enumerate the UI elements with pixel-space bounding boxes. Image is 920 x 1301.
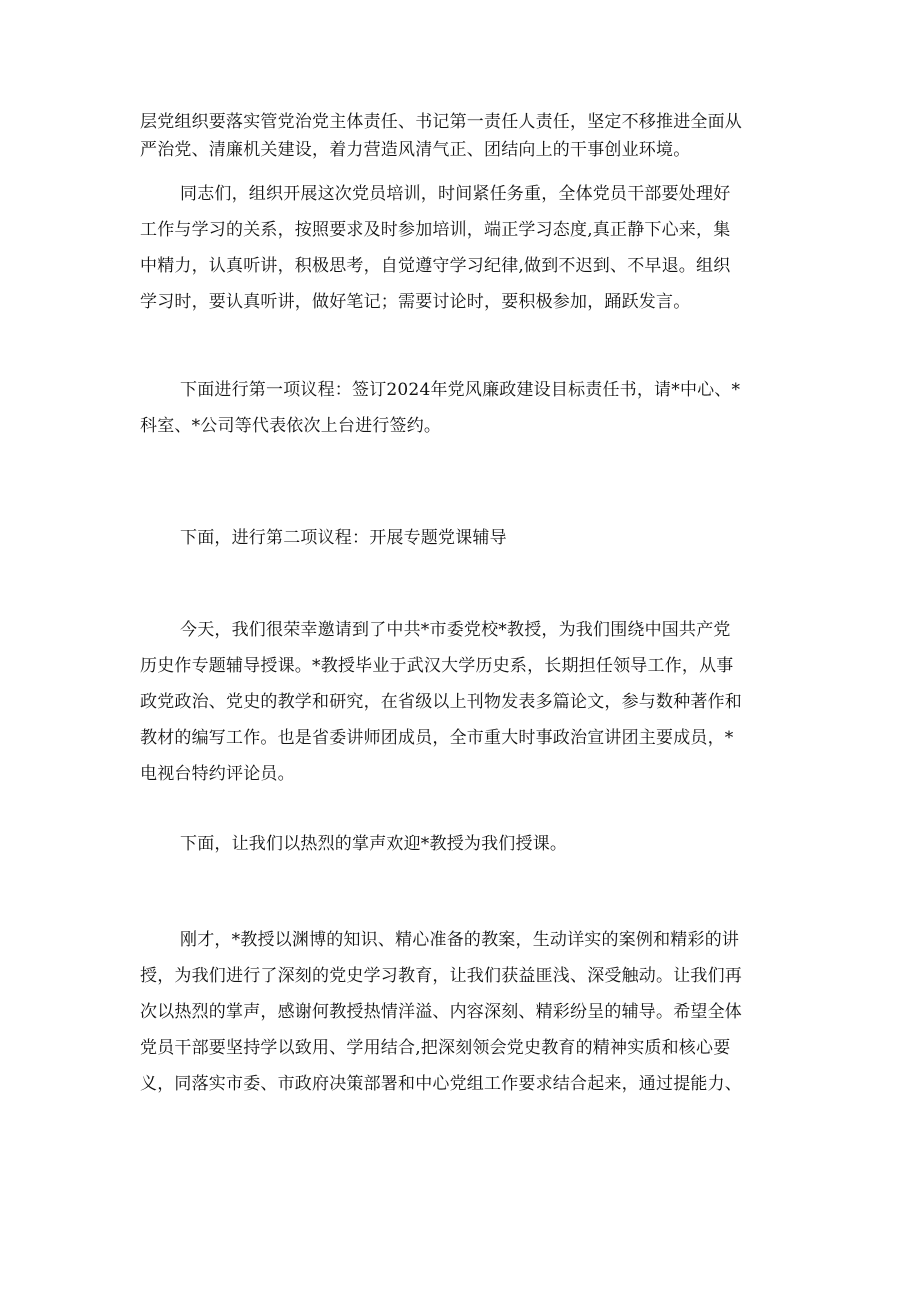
- paragraph-line: 刚才，*教授以渊博的知识、精心准备的教案，生动详实的案例和精彩的讲: [180, 930, 740, 950]
- paragraph-line: 电视台特约评论员。: [140, 764, 295, 784]
- paragraph-line: 工作与学习的关系，按照要求及时参加培训，端正学习态度,真正静下心来，集: [140, 220, 731, 240]
- paragraph-line: 中精力，认真听讲，积极思考，自觉遵守学习纪律,做到不迟到、不早退。组织: [140, 256, 731, 276]
- paragraph-line: 今天，我们很荣幸邀请到了中共*市委党校*教授，为我们围绕中国共产党: [180, 620, 731, 640]
- paragraph-line: 政党政治、党史的教学和研究，在省级以上刊物发表多篇论文，参与数种著作和: [140, 692, 742, 712]
- paragraph-line: 义，同落实市委、市政府决策部署和中心党组工作要求结合起来，通过提能力、: [140, 1074, 742, 1094]
- paragraph-4: [140, 520, 790, 556]
- paragraph-2: [140, 176, 790, 320]
- paragraph-line: 严治党、清廉机关建设，着力营造风清气正、团结向上的干事创业环境。: [140, 140, 691, 160]
- paragraph-line: 学习时，要认真听讲，做好笔记；需要讨论时，要积极参加，踊跃发言。: [140, 292, 691, 312]
- paragraph-line: 科室、*公司等代表依次上台进行签约。: [140, 416, 442, 436]
- paragraph-line: 授，为我们进行了深刻的党史学习教育，让我们获益匪浅、深受触动。让我们再: [140, 966, 742, 986]
- paragraph-line: 历史作专题辅导授课。*教授毕业于武汉大学历史系，长期担任领导工作，从事: [140, 656, 734, 676]
- paragraph-6: [140, 826, 790, 862]
- paragraph-1: [140, 108, 790, 164]
- paragraph-7: [140, 922, 790, 1102]
- paragraph-line: 下面进行第一项议程：签订2024年党风廉政建设目标责任书，请*中心、*: [180, 380, 741, 400]
- paragraph-line: 次以热烈的掌声，感谢何教授热情洋溢、内容深刻、精彩纷呈的辅导。希望全体: [140, 1002, 742, 1022]
- paragraph-line: 同志们，组织开展这次党员培训，时间紧任务重，全体党员干部要处理好: [180, 184, 731, 204]
- paragraph-line: 下面，进行第二项议程：开展专题党课辅导: [180, 528, 507, 548]
- paragraph-line: 教材的编写工作。也是省委讲师团成员，全市重大时事政治宣讲团主要成员，*: [140, 728, 734, 748]
- paragraph-3: [140, 372, 790, 444]
- paragraph-line: 下面，让我们以热烈的掌声欢迎*教授为我们授课。: [180, 834, 568, 854]
- paragraph-line: 层党组织要落实管党治党主体责任、书记第一责任人责任，坚定不移推进全面从: [140, 112, 742, 132]
- paragraph-line: 党员干部要坚持学以致用、学用结合,把深刻领会党史教育的精神实质和核心要: [140, 1038, 731, 1058]
- paragraph-5: [140, 612, 790, 792]
